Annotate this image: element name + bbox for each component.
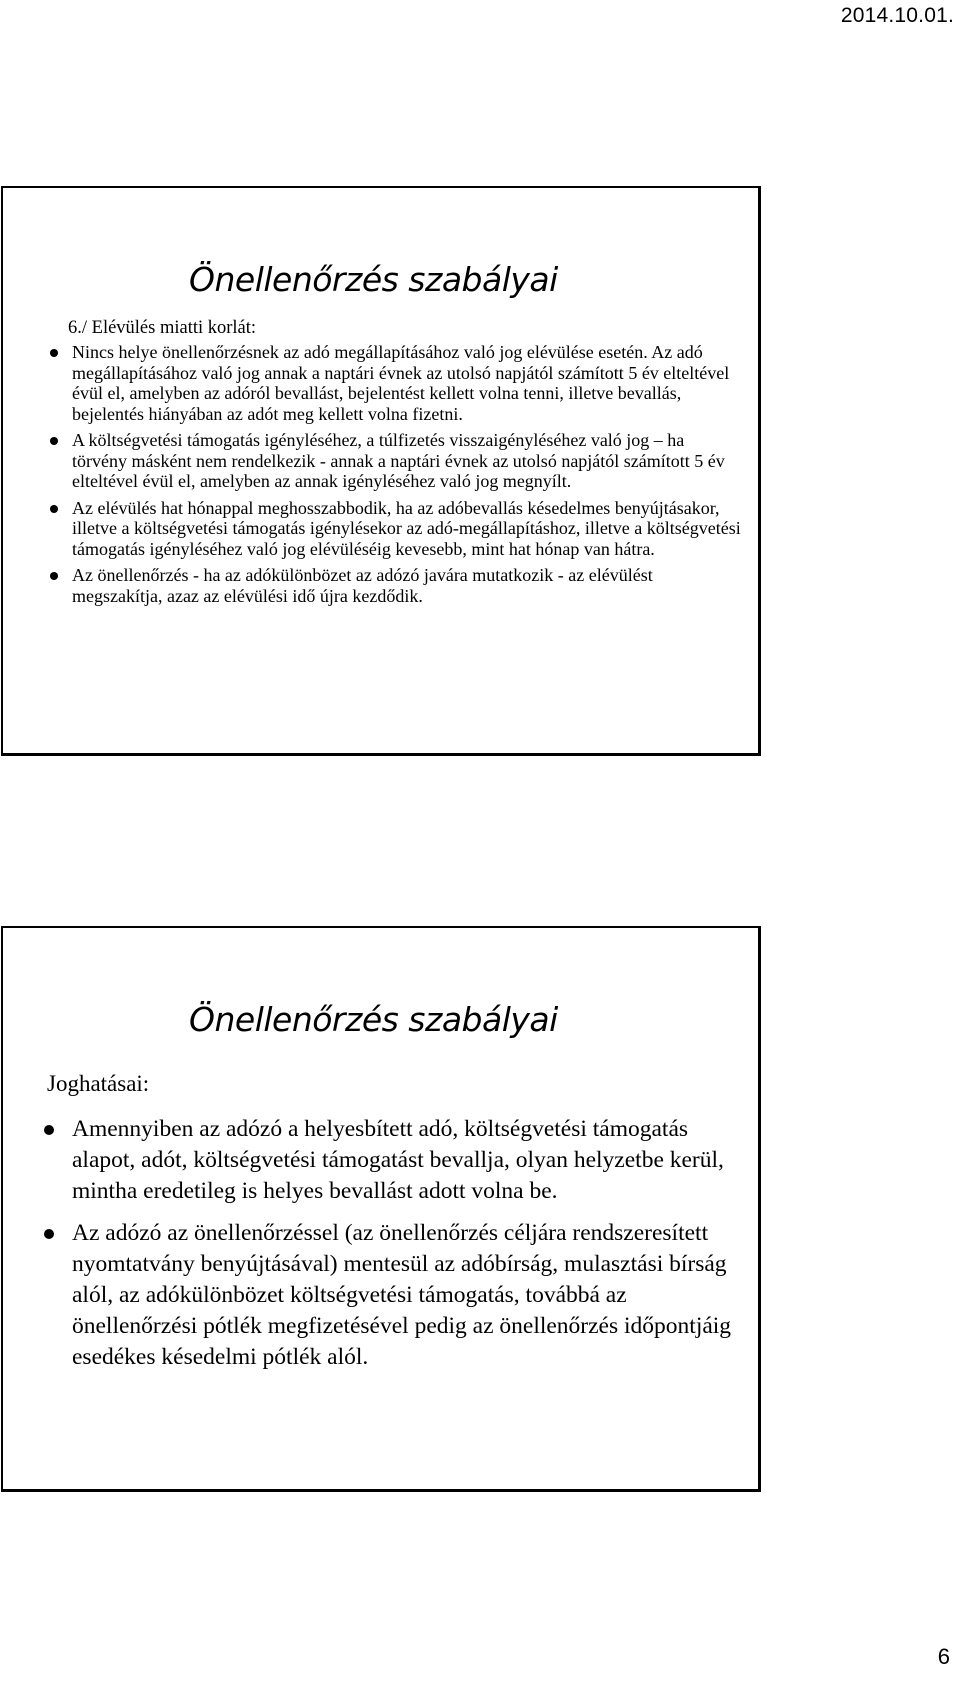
page-number: 6 [937,1644,950,1669]
bullet-list [72,1114,732,1384]
bullet-icon [44,1229,54,1239]
header-date: 2014.10.01. [840,4,954,27]
bullet-icon [50,505,58,513]
list-item-text: A költségvetési támogatás igényléséhez, a túlfizetés visszaigényléséhez való jog – ha törvény másként nem rendelkezik - annak a naptári évnek az utolsó napjától számított 5 év elteltével évül el, amelyben az annak igényléséhez való jog megnyílt. [72,430,725,491]
list-item [72,430,742,492]
slide-title: Önellenőrzés szabályai [189,1000,558,1039]
list-item-text: Az adózó az önellenőrzéssel (az önellenőrzés céljára rendszeresített nyomtatvány benyújtásával) mentesül az adóbírság, mulasztási bírság alól, az adókülönbözet költségvetési támogatás, továbbá az önellenőrzési pótlék megfizetésével pedig az önellenőrzés időpontjáig esedékes késedelmi pótlék alól. [72,1220,732,1370]
bullet-icon [44,1125,54,1135]
list-item [72,498,742,560]
slide-1 [1,186,761,756]
list-item-text: Amennyiben az adózó a helyesbített adó, költségvetési támogatás alapot, adót, költségvetési támogatást bevallja, olyan helyzetbe kerül, mintha eredetileg is helyes bevallást adott volna be. [72,1116,724,1204]
bullet-icon [50,437,58,445]
list-item [72,565,742,606]
section-heading: 6./ Elévülés miatti korlát: [68,318,257,338]
list-item-text: Az elévülés hat hónappal meghosszabbodik, ha az adóbevallás késedelmes benyújtásakor, illetve a költségvetési támogatás igénylésekor az adó-megállapításhoz, illetve a költségvetési támogatás igényléséhez való jog elévüléséig kevesebb, mint hat hónap van hátra. [72,497,741,559]
bullet-list [72,342,742,612]
list-item [72,1114,732,1207]
bullet-icon [50,572,58,580]
section-heading: Joghatásai: [47,1071,150,1096]
list-item [72,342,742,424]
list-item-text: Az önellenőrzés - ha az adókülönbözet az adózó javára mutatkozik - az elévülést megszakítja, azaz az elévülési idő újra kezdődik. [72,565,653,606]
slide-2 [1,926,761,1492]
list-item-text: Nincs helye önellenőrzésnek az adó megállapításához való jog elévülése esetén. Az adó megállapításához való jog annak a naptári évnek az utolsó napjától számított 5 év elteltével évül el, amelyben az adóról bevallást, bejelentést kellett volna tenni, illetve bevallás, bejelentés hiányában az adót meg kellett volna fizetni. [72,342,730,424]
bullet-icon [50,349,58,357]
slide-title: Önellenőrzés szabályai [189,260,558,299]
list-item [72,1218,732,1373]
